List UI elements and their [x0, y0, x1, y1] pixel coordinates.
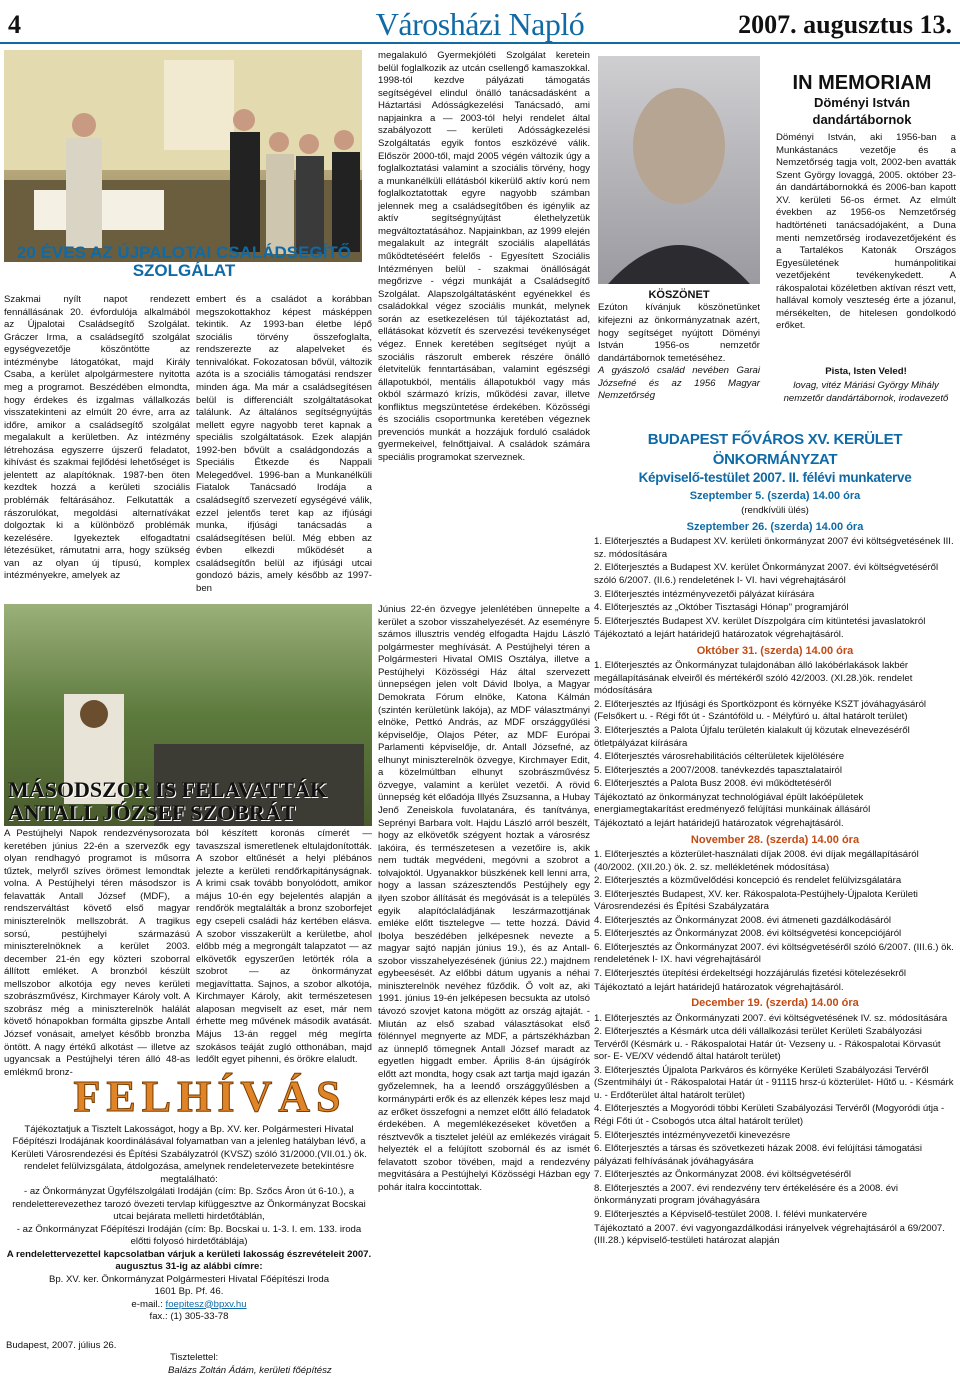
agenda-item: 3. Előterjesztés Budapest, XV. ker. Rákospalota-Pestújhely-Újpalota Kerületi Városrendezési és Építési Szabályzatára — [594, 888, 918, 913]
notice-signer: Balázs Zoltán Ádám, kerületi főépítész — [168, 1365, 332, 1376]
agenda-item: Tájékoztató a lejárt határidejű határozatok végrehajtásáról. — [594, 817, 844, 829]
thanks-signature: A gyászoló család nevében Garai Józsefné és az 1956 Magyar Nemzetőrség — [598, 365, 760, 402]
agenda-item: 7. Előterjesztés ütepítési érdekeltségi hozzájárulás fizetési kötelezésekről — [594, 968, 906, 980]
session-sept-5-note: (rendkívüli ülés) — [741, 505, 809, 517]
issue-date: 2007. augusztus 13. — [738, 10, 952, 39]
article-1-col-3: megalakuló Gyermekjóléti Szolgálat keretein belül foglalkozik az utcán csellengő kamaszokkal. 1998-tól kezdve pályázati támogatás segítségével elindul önálló tanácsadásként a Háztartási Adósságkezelési Tanácsadó, ami napjainkra a — 2003-tól helyi rendelet által szabályozott — kerületi Adósságkezelési Szolgáltatás egyik fontos eszközévé válik. Először 2000-től, majd 2005 végén változik úgy a foglalkoztatási valamint a szociális törvény, hogy a munkanélküli ellátásból kikerülő aktív korú nem foglalkoztatottak egyre nagyobb számban jelennek meg a családsegítőben és igénylik az aktív segítségnyújtást élethelyzetük megváltoztatásához. Napjainkban, az 1999 elején megalakult az integrált szociális alapellátás működtetéséért felelős - Egyesített Szociális Intézményen belül - szakmai önállóságát megőrizve - végzi munkáját a Családsegítő Szolgálat. Alapszolgáltatásként egyénekkel és családokkal végez szociális munkát, melynek során az esetkezelésen túl tájékoztatást ad, ellátásokat közvetít és szervezési tevékenységet végez. Ennek keretében segítséget nyújt a szociális rászorult emberek részére önálló életvitelük fenntartásában, valamint egészségi állapotukból, mentális állapotukból vagy más okból származó krízis, működési zavar, illetve konfliktus megszüntetése érdekében. Közösségi és szociális csoportmunka keretében végeznek prevenciós munkát a hozzájuk forduló családok gyermekeivel, felnőttjaival. A családok számára speciális programokat szerveznek. — [378, 50, 590, 463]
agenda-item: 6. Előterjesztés az Önkormányzat 2007. évi költségvetéséről szóló 6/2007. (III.6.) ök. rendeletének I- IX. havi végrehajtásáról — [594, 941, 954, 966]
agenda-item: Tájékoztató a lejárt határidejű határozatok végrehajtásáról. — [594, 629, 844, 641]
page-number: 4 — [8, 10, 21, 39]
agenda-item: 8. Előterjesztés a 2007. évi rendezvény terv értékelésére és a 2008. évi önkormányzati program jóváhagyására — [594, 1182, 898, 1207]
session-nov-28-items — [594, 849, 956, 994]
council-subtitle: Képviselő-testület 2007. II. félévi munkaterve — [638, 470, 912, 486]
agenda-item: 9. Előterjesztés a Képviselő-testület 2008. I. félévi munkatervére — [594, 1208, 868, 1220]
notice-po-box: 1601 Bp. Pf. 46. — [154, 1286, 224, 1298]
council-schedule — [594, 430, 956, 1249]
notice-date: Budapest, 2007. július 26. — [6, 1340, 117, 1351]
notice-greeting: Tisztelettel: — [170, 1352, 219, 1363]
memoriam-farewell: Pista, Isten Veled! — [825, 366, 907, 377]
thanks-box — [598, 288, 760, 403]
agenda-item: 3. Előterjesztés intézményvezetői pályázat kiírására — [594, 588, 815, 600]
agenda-item: 5. Előterjesztés az Önkormányzat 2008. évi költségvetési koncepciójáról — [594, 928, 902, 940]
agenda-item: 5. Előterjesztés a 2007/2008. tanévkezdés tapasztalatairól — [594, 764, 842, 776]
page-header — [0, 0, 960, 44]
session-oct-31: Október 31. (szerda) 14.00 óra — [696, 644, 854, 657]
article-1-col-1: Szakmai nyílt napot rendezett fennállásának 20. évfordulója alkalmából az Újpalotai Családsegítő Szolgálat. Gráczer Irma, a családsegítő szolgálat egységvezetője köszöntötte az intézménybe látogatókat, majd Király Csaba, a kerület alpolgármestere nyitotta meg a programot. Beszédében elmondta, hogy érdekes és izgalmas vállalkozás visszatekinteni az elmúlt 20 évre, arra az időre, amikor a családsegítő szolgálat megalakult a kerületben. Az intézmény létrehozása egyszerre újszerű feladatot, kihívást és szakmai fejlődési lehetőséget is jelentett az alapítóknak. 1987-ben öten kezdtek hozzá a kerületi szociális problémák feltárásához. Felkutatták a rászorulókat, megoldási alternatívákat dolgoztak ki a különböző problémák kezelésére. Igyekeztek elfogadtatni létezésüket, rámutatni arra, hogy szükség van az olyan új típusú, komplex intézményekre, amelyek az — [4, 294, 190, 582]
session-dec-19: December 19. (szerda) 14.00 óra — [691, 997, 859, 1010]
thanks-text: Ezúton kívánjuk köszönetünket kifejezni az önkormányzatnak azért, hogy segítséget nyújtott Döményi István 1956-os nemzetőr dandártábornok temetéséhez. — [598, 302, 760, 364]
memoriam-author: lovag, vitéz Máriási György Mihály nemzetőr dandártábornok, irodavezető — [783, 380, 949, 404]
notice-fax: fax.: (1) 305-33-78 — [149, 1311, 229, 1323]
council-title: BUDAPEST FŐVÁROS XV. KERÜLET ÖNKORMÁNYZAT — [647, 431, 903, 468]
notice-paragraph-1: Tájékoztatjuk a Tisztelt Lakosságot, hogy a Bp. XV. ker. Polgármesteri Hivatal Főépítészi Irodájának koordinálásával folyamatban van a jelenleg hatályban lévő, a Kerületi Városrendezési és Építési Szabályzatról (KVSZ) szóló 31/2000.(VII.01.) ök. rendelet felülvizsgálata, átdolgozása, amelynek rendeletervezete betekintésre megtalálható: — [11, 1124, 367, 1185]
agenda-item: 4. Előterjesztés városrehabilitációs célterületek kijelölésére — [594, 751, 845, 763]
article-2-col-1: A Pestújhelyi Napok rendezvénysorozata keretében június 22-én a szervezők egy olyan rendhagyó programot is műsorra tűztek, melyről szíves örömest lemondtak volna. A Pestújhelyi téren másodszor is felavatták Antall József (MDF), a rendszerváltást követő első magyar miniszterelnök mellszobrát. A tragikus sorsú, pestújhelyi származású miniszterelnöknek a kerület 2003. december 21-én egy közteri szoborral állított emléket. A bronzból készült mellszobor alkotója egy neves kerületi szobrászművész, Kirchmayer Károly volt. A szobrász még a miniszterelnök halálát követő hónapokban formálta gipszbe Antall József vonásait, amelyet később bronzba öntött. A nagy értékű alkotást — illetve az ugyancsak a Pestújhelyi téren álló 48-as emlékmű bronz- — [4, 828, 190, 1078]
session-nov-28: November 28. (szerda) 14.00 óra — [690, 833, 860, 846]
agenda-item: 1. Előterjesztés a közterület-használati díjak 2008. évi díjak megállapításáról (40/2002. (XII.20.) ök. 2. sz. mellékletének módosítása) — [594, 848, 919, 873]
agenda-item: 1. Előterjesztés a Budapest XV. kerületi önkormányzat 2007 évi költségvetésének III. sz. módosítására — [594, 536, 954, 560]
portrait-graphic — [598, 56, 760, 284]
session-sept-5: Szeptember 5. (szerda) 14.00 óra — [689, 489, 861, 502]
session-sept-26-items — [594, 536, 956, 642]
agenda-item: 1. Előterjesztés az Önkormányzati 2007. évi költségvetésének IV. sz. módosítására — [594, 1012, 948, 1024]
session-dec-19-items — [594, 1013, 956, 1248]
article-2-col-2: ból készített koronás címerét — tavaszszal ismeretlenek eltulajdonították. A szobor eltűnését a helyi plébános jelezte a kerületi rendőrkapitányságnak. A krimi csak tovább bonyolódott, amikor május 10-én egy bejelentés alapján a rendőrök megtalálták a bronz szoborfejet egy csepeli családi ház kertében elásva. A szobor visszakerült a kerületbe, ahol előbb még a megrongált talapzatot — az elkövetők egyszerűen letörték róla a szobrot — az önkormányzat megjavíttatta. Sajnos, a szobor alkotója, Kirchmayer Károly, akit természetesen alaposan megviselt az eset, már nem érhette meg művének második avatását. Május 13-án reggel még megírta szokásos teáját zugló otthonában, majd ledőlt egyet pihenni, és örökre elaludt. — [196, 828, 372, 1066]
agenda-item: 1. Előterjesztés az Önkormányzat tulajdonában álló lakóbérlakások lakbér megállapításának elveiről és mértékéről szóló 42/2003. (XI.28.)ök. rendelet módosítására — [594, 660, 913, 697]
notice-paragraph-2: - az Önkormányzat Ügyfélszolgálati Irodáján (cím: Bp. Szőcs Áron út 6-10.), a rendeletterevezethez tarozó övezeti tervlap kifüggesztve az Önkormányzat Bocskai utcai bejárata melletti hirdetőtáblán, — [12, 1186, 366, 1223]
notice-email-link[interactable]: foepitesz@bpxv.hu — [165, 1298, 247, 1310]
agenda-item: 3. Előterjesztés Újpalota Parkváros és környéke Kerületi Szabályozási Tervéről (Szentmihályi út - Rákospalotai Határ út - 91115 hrsz-ú közterület- Hűtő u. - Késmárk u. - Erdőterület által határolt terület) — [594, 1064, 954, 1101]
thanks-title: KÖSZÖNET — [648, 289, 710, 301]
session-oct-31-items — [594, 660, 956, 830]
article-title-1: 20 ÉVES AZ ÚJPALOTAI CSALÁDSEGÍTŐ SZOLGÁLAT — [16, 243, 352, 280]
notice-email-label: e-mail.: — [131, 1298, 163, 1310]
event-photo-graphic — [4, 50, 362, 262]
memoriam-title: IN MEMORIAM — [792, 72, 932, 94]
notice-email-line — [6, 1299, 372, 1311]
session-sept-26: Szeptember 26. (szerda) 14.00 óra — [686, 520, 864, 533]
newspaper-title: Városházi Napló — [375, 6, 585, 42]
agenda-item: 5. Előterjesztés intézményvezetői kinevezésre — [594, 1129, 791, 1141]
agenda-item: 2. Előterjesztés a Budapest XV. kerület Önkormányzat 2007. évi költségvetéséről szóló 6/2007. (II.6.) rendeletének I- VI. havi végrehajtásáról — [594, 562, 939, 587]
article-title-2: MÁSODSZOR IS FELAVATTÁK ANTALL JÓZSEF SZOBRÁT — [8, 777, 328, 826]
agenda-item: 6. Előterjesztés a Palota Busz 2008. évi működtetéséről — [594, 778, 832, 790]
notice-body — [6, 1124, 372, 1324]
agenda-item: 4. Előterjesztés a Mogyoródi többi Kerületi Szabályozási Tervéről (Mogyoródi útja - Régi Főti út - Csobogós utca által határolt terület) — [594, 1103, 945, 1128]
agenda-item: 3. Előterjesztés a Palota Újfalu területén kialakult új közutak elnevezéséről ötletpályázat kiírására — [594, 725, 910, 749]
article-1-col-2: embert és a családot a korábban megszokottakhoz képest másképpen tekintik. Az 1993-ban életbe lépő szociális törvény összefoglalta, rendszerezte az alapelveket és tennivalókat. Fokozatosan bővül, változik azóta is a szociális támogatási rendszer minden ága. Ma már a családsegítésen belül is differenciált szolgáltatásokat találunk. Az általános segítségnyújtás mellett egyre nagyobb teret kapnak a speciális szolgáltatások. Ezek alapján 1992-ben bővült a családgondozás a Speciális Étkezde és Nappali Melegedővel. 1996-ban a Munkanélküli Fiatalok Tanácsadó Irodája a családsegítő szervezetí egységévé válik, ezzel jelentős teret kap az ifjúsági munka, ifjúsági tanácsadás a családsegítésen belül. Még ebben az évben elkezdi működését a családsegítőn belül az ifjúsági utcai gondozó bázis, amely később az 1997-ben — [196, 294, 372, 594]
notice-paragraph-3: - az Önkormányzat Főépítészi Irodáján (cím: Bp. Bocskai u. 1-3. I. em. 133. iroda előtti folyosó hirdetőtáblája) — [16, 1223, 362, 1248]
notice-paragraph-4: A rendelettervezettel kapcsolatban várjuk a kerületi lakosság észrevételeit 2007. augusztus 31-ig az alábbi címre: — [6, 1248, 372, 1273]
article-2-col-3: Június 22-én özvegye jelenlétében ünnepelte a kerület a szobor visszahelyezését. Az eseményre számos illusztris vendég elfogadta Hajdu László polgármester meghívását. A Pestújhelyi téren a Polgármesteri Hivatal OMIS Osztálya, illetve a Pestújhelyi Közösségi Ház által szervezett ünnepségen jelen volt Dávid Ibolya, a Magyar Demokrata Fórum elnöke, Katona Kálmán (szintén kerületünk lakója), az MDF választmányi elnöke, Pettkó András, az MDF országgyűlési képviselője, Olajos Péter, az MDF Európai Parlamenti képviselője, dr. Antall Józsefné, az elhunyt miniszterelnök özvegye, Kirchmayer Edit, a közelmúltban elhunyt szobrászművész özvegye, valamint a kerület vezetői. A rövid ünnepség két előadója Illyés Zsuzsanna, a Hubay Jenő Zeneiskola fuvolatanára, és tanítványa, Seprényi Barbara volt. Hajdu László arról beszélt, hogy az elkövetők szégyent hoztak a városrész lakóira, és természetesen a vezetőire is, akik nem tudták megvédeni, megóvni a szobrot a tolvajoktól. Ugyanakkor büszkének kell lenni arra, hogy a lassan százesztendős Pestújhely egy ilyen szobor állítását és megóvását is a település egyik alapítóclaládjának leszármazottjának emléke előtt tisztelegve — tette hozzá. Dávid Ibolya beszédében jelképesnek nevezte a magyar sajtó napján június 19.), és az Antall-szobor visszahelyezésének (június 22.) majdnem egybeesését. Az előbbi dátum ugyanis a néhai miniszterelnök nevéhez fűződik. Ő volt az, aki 1991. június 19-én jelképesen becsukta az utolsó távozó szovjet katona mögött az ország ajtaját. - Miután az első szabad választásokat első fölénnyel megnyerte az MDF, a pártszékházban az ünneplő tömegnek Antall József maradt az egyetlen higgadt ember. Április 8-án újságírók előtt azt mondta, hogy csak azt tartja majd igazán győzelemnek, ha a leendő országgyűlésben a kormánypárti erők és az ellenzék képes lesz majd az erőket összefogni a nemzet előtt álló feladatok érdekében. A megemlékezéseket követően a résztvevők a tisztelet jeléül az emlékezés virágait helyezték el a felújított szobornál és az ismét felavatott szobor tövében, majd a rendezvény megvitására a Pestújhelyi Közösségi Házban egy pohár italra koccintottak. — [378, 604, 590, 1193]
agenda-item: 5. Előterjesztés Budapest XV. kerület Díszpolgára cím kitüntetési javaslatokról — [594, 615, 926, 627]
agenda-item: 4. Előterjesztés az „Október Tisztasági Hónap" programjáról — [594, 602, 849, 614]
memoriam-name: Döményi István dandártábornok — [812, 95, 912, 128]
agenda-item: 2. Előterjesztés az Ifjúsági és Sportközpont és környéke KSZT jóváhagyásáról (Felsőkert u. - Régi főt út - Szántóföld u. - Mélyfúró u. által határolt terület) — [594, 698, 927, 723]
agenda-item: 2. Előterjesztés a közművelődési koncepció és rendelet felülvizsgálatára — [594, 875, 902, 887]
agenda-item: 6. Előterjesztés a társas és szövetkezeti házak 2008. évi felújítási támogatási pályázati felhívásának jóváhagyására — [594, 1143, 922, 1167]
agenda-item: 4. Előterjesztés az Önkormányzat 2008. évi átmeneti gazdálkodásáról — [594, 914, 892, 926]
notice-address: Bp. XV. ker. Önkormányzat Polgármesteri Hivatal Főépítészi Iroda — [48, 1273, 330, 1285]
portrait-photo — [598, 56, 760, 284]
event-photo — [4, 50, 362, 262]
agenda-item: Tájékoztató a lejárt határidejű határozatok végrehajtásáról. — [594, 981, 844, 993]
memoriam-text: Döményi István, aki 1956-ban a Munkástanács vezetője és a Nemzetőrség tagja volt, 2002-ben avatták Szent György lovaggá, 2005. október 23-án dandártábornokká és 2006-ban kapott XV. kerületi 56-os érmet. Az elmúlt években az 1956-os Nemzetőrség hadtörténeti tanácsadójaként, a Duna menti nemzetőrség irodavezetőjeként és a Tartalékos Katonák Országos Egyesületének humánpolitikai vezetőjeként tevékenykedett. A rákospalotai közéletben aktívan részt vett, hallával komoly veszteség érte a józanul, mérsékelten, de hitelesen gondolkodó erőket. — [776, 132, 956, 332]
agenda-item: Tájékoztató az önkormányzat technológiával épült lakóépületek energiamegtakarítást eredményező felújítási munkáinak állásáról — [594, 791, 871, 816]
notice-title: FELHÍVÁS — [73, 1072, 347, 1121]
agenda-item: Tájékoztató a 2007. évi vagyongazdálkodási irányelvek végrehajtásáról a 69/2007. (III.28.) képviselő-testületi határozat alapján — [594, 1222, 945, 1247]
agenda-item: 2. Előterjesztés a Késmárk utca déli vállalkozási terület Kerületi Szabályozási Tervéről (Késmárk u. - Rákospalotai Határ út- Vezseny u. - Rákospalotai Körvasút sor- E- VE/XV védendő által határolt terület) — [594, 1026, 941, 1063]
agenda-item: 7. Előterjesztés az Önkormányzat 2008. évi költségvetéséről — [594, 1169, 852, 1181]
